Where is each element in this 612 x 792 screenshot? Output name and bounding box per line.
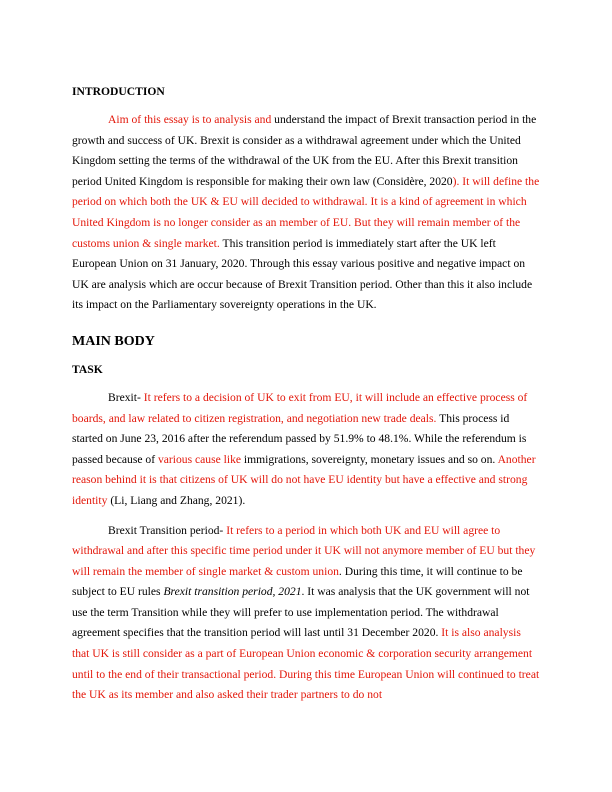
text-segment: . During this time, it will continue to be subject to EU rules — [72, 564, 523, 599]
text-segment: . It was analysis that the UK government will not use the term Transition while they will prefer to use implementation period. The withdrawal agreement specifies that the transition period will last until 31 December 2020. — [72, 585, 530, 640]
transition-period-paragraph — [72, 521, 540, 706]
text-segment: Brexit Transition period- — [108, 523, 227, 537]
highlighted-text-segment: ). It will define the period on which both the UK & EU will decided to withdrawal. It is a kind of agreement in which United Kingdom is no longer consider as an member of EU. But they will remain member of the customs union & single market. — [72, 174, 540, 250]
introduction-paragraph — [72, 110, 540, 316]
text-segment: understand the impact of Brexit transaction period in the growth and success of UK. Brexit is consider as a withdrawal agreement under which the United Kingdom setting the terms of the withdrawal of the UK from the EU. After this Brexit transition period United Kingdom is responsible for making their own law (Considère, 2020 — [72, 113, 537, 188]
text-segment: Brexit transition period, 2021 — [163, 585, 302, 599]
text-segment: This process id started on June 23, 2016 after the referendum passed by 51.9% to 48.1%. While the referendum is passed because of — [72, 411, 527, 466]
task-heading: TASK — [72, 362, 103, 376]
main-body-heading: MAIN BODY — [72, 333, 155, 349]
brexit-paragraph — [72, 388, 540, 512]
text-segment: immigrations, sovereignty, monetary issues and so on. — [241, 452, 498, 466]
paragraph-gap — [72, 512, 540, 521]
text-segment: (Li, Liang and Zhang, 2021). — [107, 493, 246, 507]
highlighted-text-segment: Another reason behind it is that citizens of UK will do not have EU identity but have a effective and strong identity — [72, 452, 536, 507]
text-segment: Brexit- — [108, 390, 144, 404]
highlighted-text-segment: It is also analysis that UK is still consider as a part of European Union economic & corporation security arrangement until to the end of their transactional period. During this time European Union will continued to treat the UK as its member and also asked their trader partners to do not — [72, 626, 540, 702]
highlighted-text-segment: Aim of this essay is to analysis and — [108, 113, 275, 126]
document-content — [72, 82, 540, 706]
introduction-heading: INTRODUCTION — [72, 85, 165, 98]
highlighted-text-segment: various cause like — [157, 452, 242, 466]
text-segment: This transition period is immediately start after the UK left European Union on 31 January, 2020. Through this essay various positive and negative impact on UK are analysis which are occur because of Brexit Transition period. Other than this it also include its impact on the Parliamentary sovereignty operations in the UK. — [72, 236, 533, 312]
highlighted-text-segment: It refers to a decision of UK to exit from EU, it will include an effective process of boards, and law related to citizen registration, and negotiation new trade deals. — [72, 390, 528, 425]
highlighted-text-segment: It refers to a period in which both UK and EU will agree to withdrawal and after this specific time period under it UK will not anymore member of EU but they will remain the member of single market & custom union — [72, 523, 536, 578]
